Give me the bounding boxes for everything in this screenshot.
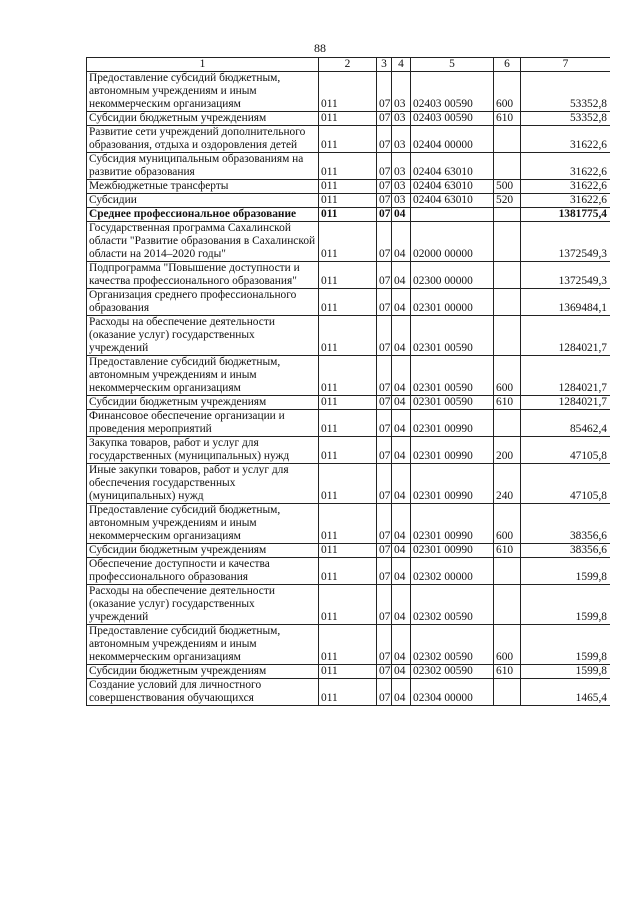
row-name-cell: Межбюджетные трансферты (87, 180, 319, 194)
section-code-cell: 07 (377, 126, 392, 153)
section-code-cell: 07 (377, 112, 392, 126)
ministry-code-cell: 011 (319, 222, 377, 262)
subsection-code-cell: 04 (392, 665, 411, 679)
amount-cell: 1284021,7 (521, 316, 611, 356)
section-code-cell: 07 (377, 72, 392, 112)
expense-type-cell (494, 558, 521, 585)
subsection-code-cell: 04 (392, 679, 411, 706)
table-row (87, 625, 611, 665)
table-row (87, 208, 611, 222)
subsection-code-cell: 04 (392, 437, 411, 464)
table-row (87, 679, 611, 706)
amount-cell: 31622,6 (521, 180, 611, 194)
section-code-cell: 07 (377, 153, 392, 180)
section-code-cell: 07 (377, 437, 392, 464)
table-row (87, 585, 611, 625)
ministry-code-cell: 011 (319, 153, 377, 180)
table-row (87, 153, 611, 180)
ministry-code-cell: 011 (319, 464, 377, 504)
target-article-cell: 02301 00990 (411, 464, 494, 504)
section-code-cell: 07 (377, 194, 392, 208)
ministry-code-cell: 011 (319, 679, 377, 706)
row-name-cell: Создание условий для личностного совершенствования обучающихся (87, 679, 319, 706)
amount-cell: 38356,6 (521, 544, 611, 558)
column-header: 7 (521, 58, 611, 72)
amount-cell: 1465,4 (521, 679, 611, 706)
amount-cell: 85462,4 (521, 410, 611, 437)
table-row (87, 194, 611, 208)
row-name-cell: Предоставление субсидий бюджетным, автономным учреждениям и иным некоммерческим организациям (87, 625, 319, 665)
expense-type-cell (494, 289, 521, 316)
target-article-cell: 02304 00000 (411, 679, 494, 706)
target-article-cell: 02301 00990 (411, 410, 494, 437)
amount-cell: 47105,8 (521, 437, 611, 464)
expense-type-cell (494, 126, 521, 153)
ministry-code-cell: 011 (319, 208, 377, 222)
section-code-cell: 07 (377, 262, 392, 289)
amount-cell: 1599,8 (521, 558, 611, 585)
target-article-cell: 02000 00000 (411, 222, 494, 262)
subsection-code-cell: 04 (392, 289, 411, 316)
section-code-cell: 07 (377, 356, 392, 396)
target-article-cell: 02302 00590 (411, 625, 494, 665)
target-article-cell: 02301 00000 (411, 289, 494, 316)
subsection-code-cell: 04 (392, 222, 411, 262)
table-row (87, 180, 611, 194)
ministry-code-cell: 011 (319, 396, 377, 410)
expense-type-cell: 200 (494, 437, 521, 464)
row-name-cell: Финансовое обеспечение организации и проведения мероприятий (87, 410, 319, 437)
target-article-cell: 02403 00590 (411, 72, 494, 112)
section-code-cell: 07 (377, 289, 392, 316)
ministry-code-cell: 011 (319, 356, 377, 396)
row-name-cell: Субсидии (87, 194, 319, 208)
table-row (87, 262, 611, 289)
column-header: 5 (411, 58, 494, 72)
table-row (87, 126, 611, 153)
column-header: 2 (319, 58, 377, 72)
subsection-code-cell: 03 (392, 153, 411, 180)
expense-type-cell (494, 679, 521, 706)
target-article-cell: 02404 63010 (411, 194, 494, 208)
row-name-cell: Государственная программа Сахалинской области "Развитие образования в Сахалинской области на 2014–2020 годы" (87, 222, 319, 262)
amount-cell: 53352,8 (521, 112, 611, 126)
target-article-cell: 02301 00590 (411, 356, 494, 396)
ministry-code-cell: 011 (319, 289, 377, 316)
amount-cell: 38356,6 (521, 504, 611, 544)
section-code-cell: 07 (377, 180, 392, 194)
row-name-cell: Субсидии бюджетным учреждениям (87, 544, 319, 558)
table-row (87, 289, 611, 316)
target-article-cell: 02302 00590 (411, 665, 494, 679)
subsection-code-cell: 03 (392, 112, 411, 126)
expense-type-cell (494, 585, 521, 625)
subsection-code-cell: 04 (392, 396, 411, 410)
amount-cell: 1369484,1 (521, 289, 611, 316)
subsection-code-cell: 03 (392, 126, 411, 153)
ministry-code-cell: 011 (319, 262, 377, 289)
expense-type-cell (494, 222, 521, 262)
ministry-code-cell: 011 (319, 316, 377, 356)
amount-cell: 1284021,7 (521, 396, 611, 410)
row-name-cell: Субсидия муниципальным образованиям на развитие образования (87, 153, 319, 180)
expense-type-cell (494, 153, 521, 180)
column-header: 1 (87, 58, 319, 72)
table-row (87, 222, 611, 262)
row-name-cell: Закупка товаров, работ и услуг для государственных (муниципальных) нужд (87, 437, 319, 464)
column-header: 6 (494, 58, 521, 72)
ministry-code-cell: 011 (319, 544, 377, 558)
table-row (87, 544, 611, 558)
ministry-code-cell: 011 (319, 180, 377, 194)
amount-cell: 1284021,7 (521, 356, 611, 396)
ministry-code-cell: 011 (319, 585, 377, 625)
table-row (87, 504, 611, 544)
amount-cell: 1599,8 (521, 585, 611, 625)
amount-cell: 1381775,4 (521, 208, 611, 222)
expense-type-cell: 600 (494, 625, 521, 665)
target-article-cell: 02300 00000 (411, 262, 494, 289)
section-code-cell: 07 (377, 585, 392, 625)
section-code-cell: 07 (377, 464, 392, 504)
section-code-cell: 07 (377, 558, 392, 585)
table-row (87, 72, 611, 112)
ministry-code-cell: 011 (319, 194, 377, 208)
row-name-cell: Субсидии бюджетным учреждениям (87, 665, 319, 679)
expense-type-cell: 600 (494, 504, 521, 544)
expense-type-cell: 610 (494, 396, 521, 410)
table-row (87, 112, 611, 126)
section-code-cell: 07 (377, 544, 392, 558)
subsection-code-cell: 04 (392, 356, 411, 396)
section-code-cell: 07 (377, 316, 392, 356)
subsection-code-cell: 04 (392, 625, 411, 665)
ministry-code-cell: 011 (319, 665, 377, 679)
amount-cell: 53352,8 (521, 72, 611, 112)
subsection-code-cell: 03 (392, 180, 411, 194)
target-article-cell: 02302 00000 (411, 558, 494, 585)
expense-type-cell (494, 410, 521, 437)
expense-type-cell: 610 (494, 665, 521, 679)
row-name-cell: Расходы на обеспечение деятельности (оказание услуг) государственных учреждений (87, 585, 319, 625)
budget-table-sheet (86, 57, 610, 847)
row-name-cell: Обеспечение доступности и качества профессионального образования (87, 558, 319, 585)
subsection-code-cell: 04 (392, 585, 411, 625)
section-code-cell: 07 (377, 679, 392, 706)
column-header-row (87, 58, 611, 72)
ministry-code-cell: 011 (319, 437, 377, 464)
amount-cell: 1372549,3 (521, 222, 611, 262)
expense-type-cell (494, 208, 521, 222)
target-article-cell: 02403 00590 (411, 112, 494, 126)
row-name-cell: Субсидии бюджетным учреждениям (87, 112, 319, 126)
row-name-cell: Предоставление субсидий бюджетным, автономным учреждениям и иным некоммерческим организациям (87, 504, 319, 544)
column-header: 3 (377, 58, 392, 72)
table-row (87, 316, 611, 356)
section-code-cell: 07 (377, 208, 392, 222)
target-article-cell: 02301 00590 (411, 316, 494, 356)
section-code-cell: 07 (377, 665, 392, 679)
column-header: 4 (392, 58, 411, 72)
budget-table (86, 57, 610, 706)
expense-type-cell: 610 (494, 112, 521, 126)
ministry-code-cell: 011 (319, 504, 377, 544)
target-article-cell: 02301 00990 (411, 544, 494, 558)
ministry-code-cell: 011 (319, 410, 377, 437)
table-body (87, 58, 611, 706)
subsection-code-cell: 03 (392, 72, 411, 112)
amount-cell: 1599,8 (521, 625, 611, 665)
table-row (87, 464, 611, 504)
row-name-cell: Среднее профессиональное образование (87, 208, 319, 222)
table-row (87, 558, 611, 585)
expense-type-cell (494, 316, 521, 356)
table-row (87, 410, 611, 437)
section-code-cell: 07 (377, 396, 392, 410)
row-name-cell: Предоставление субсидий бюджетным, автономным учреждениям и иным некоммерческим организациям (87, 72, 319, 112)
amount-cell: 31622,6 (521, 194, 611, 208)
expense-type-cell: 500 (494, 180, 521, 194)
ministry-code-cell: 011 (319, 558, 377, 585)
ministry-code-cell: 011 (319, 126, 377, 153)
subsection-code-cell: 04 (392, 544, 411, 558)
section-code-cell: 07 (377, 410, 392, 437)
expense-type-cell: 520 (494, 194, 521, 208)
ministry-code-cell: 011 (319, 625, 377, 665)
target-article-cell: 02301 00990 (411, 437, 494, 464)
subsection-code-cell: 04 (392, 262, 411, 289)
subsection-code-cell: 04 (392, 464, 411, 504)
subsection-code-cell: 03 (392, 194, 411, 208)
subsection-code-cell: 04 (392, 558, 411, 585)
expense-type-cell: 600 (494, 72, 521, 112)
row-name-cell: Организация среднего профессионального образования (87, 289, 319, 316)
row-name-cell: Предоставление субсидий бюджетным, автономным учреждениям и иным некоммерческим организациям (87, 356, 319, 396)
expense-type-cell: 240 (494, 464, 521, 504)
row-name-cell: Иные закупки товаров, работ и услуг для обеспечения государственных (муниципальных) нужд (87, 464, 319, 504)
table-row (87, 396, 611, 410)
amount-cell: 31622,6 (521, 126, 611, 153)
table-row (87, 437, 611, 464)
row-name-cell: Расходы на обеспечение деятельности (оказание услуг) государственных учреждений (87, 316, 319, 356)
row-name-cell: Развитие сети учреждений дополнительного образования, отдыха и оздоровления детей (87, 126, 319, 153)
amount-cell: 47105,8 (521, 464, 611, 504)
target-article-cell: 02302 00590 (411, 585, 494, 625)
target-article-cell: 02404 63010 (411, 180, 494, 194)
expense-type-cell: 610 (494, 544, 521, 558)
target-article-cell: 02301 00590 (411, 396, 494, 410)
amount-cell: 31622,6 (521, 153, 611, 180)
section-code-cell: 07 (377, 222, 392, 262)
ministry-code-cell: 011 (319, 112, 377, 126)
target-article-cell: 02301 00990 (411, 504, 494, 544)
ministry-code-cell: 011 (319, 72, 377, 112)
expense-type-cell: 600 (494, 356, 521, 396)
expense-type-cell (494, 262, 521, 289)
target-article-cell: 02404 00000 (411, 126, 494, 153)
amount-cell: 1372549,3 (521, 262, 611, 289)
row-name-cell: Субсидии бюджетным учреждениям (87, 396, 319, 410)
section-code-cell: 07 (377, 504, 392, 544)
table-row (87, 356, 611, 396)
target-article-cell: 02404 63010 (411, 153, 494, 180)
amount-cell: 1599,8 (521, 665, 611, 679)
target-article-cell (411, 208, 494, 222)
section-code-cell: 07 (377, 625, 392, 665)
subsection-code-cell: 04 (392, 410, 411, 437)
subsection-code-cell: 04 (392, 316, 411, 356)
subsection-code-cell: 04 (392, 504, 411, 544)
page-number: 88 (314, 41, 326, 55)
table-row (87, 665, 611, 679)
row-name-cell: Подпрограмма "Повышение доступности и качества профессионального образования" (87, 262, 319, 289)
subsection-code-cell: 04 (392, 208, 411, 222)
